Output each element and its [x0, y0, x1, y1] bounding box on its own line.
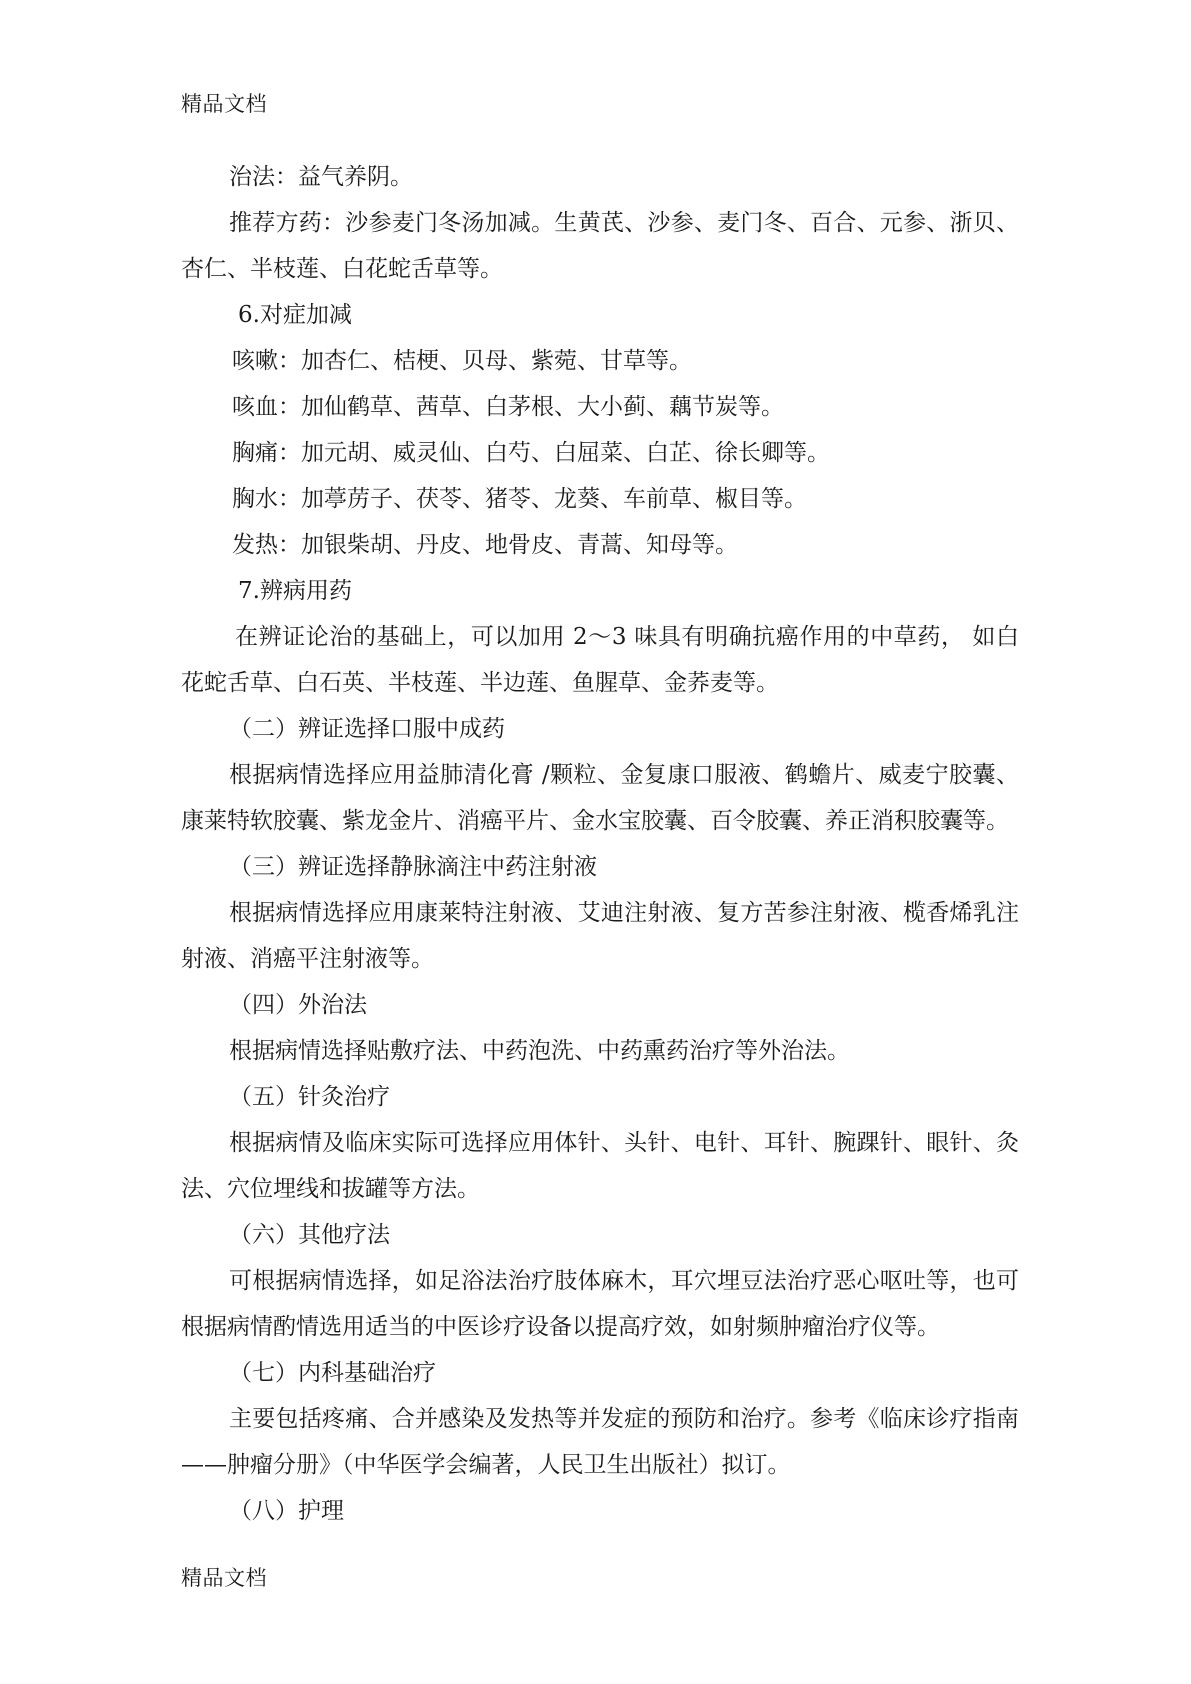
paragraph: （四）外治法: [229, 992, 367, 1018]
paragraph: 咳血：加仙鹤草、茜草、白茅根、大小蓟、藕节炭等。: [232, 394, 784, 420]
paragraph: （八）护理: [229, 1498, 344, 1524]
paragraph: 根据病情选择贴敷疗法、中药泡洗、中药熏药治疗等外治法。: [229, 1038, 850, 1064]
paragraph: 发热：加银柴胡、丹皮、地骨皮、青蒿、知母等。: [232, 532, 738, 558]
paragraph: 6.对症加减: [238, 302, 352, 328]
page-header: 精品文档: [181, 92, 267, 116]
paragraph: （五）针灸治疗: [229, 1084, 390, 1110]
paragraph: 根据病情选择应用康莱特注射液、艾迪注射液、复方苦参注射液、榄香烯乳注射液、消癌平注射液等。: [181, 900, 1019, 972]
paragraph: （六）其他疗法: [229, 1222, 390, 1248]
paragraph: 治法：益气养阴。: [229, 164, 413, 190]
paragraph: 在辨证论治的基础上，可以加用 2～3 味具有明确抗癌作用的中草药， 如白花蛇舌草、白石英、半枝莲、半边莲、鱼腥草、金荞麦等。: [181, 624, 1019, 696]
paragraph: 根据病情及临床实际可选择应用体针、头针、电针、耳针、腕踝针、眼针、灸法、穴位埋线和拔罐等方法。: [181, 1130, 1019, 1202]
paragraph: 7.辨病用药: [238, 578, 352, 604]
paragraph: （七）内科基础治疗: [229, 1360, 436, 1386]
paragraph: 可根据病情选择，如足浴法治疗肢体麻木，耳穴埋豆法治疗恶心呕吐等，也可根据病情酌情选用适当的中医诊疗设备以提高疗效，如射频肿瘤治疗仪等。: [181, 1268, 1019, 1340]
paragraph: （二）辨证选择口服中成药: [229, 716, 505, 742]
paragraph: （三）辨证选择静脉滴注中药注射液: [229, 854, 597, 880]
paragraph: 主要包括疼痛、合并感染及发热等并发症的预防和治疗。参考《临床诊疗指南——肿瘤分册》（中华医学会编著，人民卫生出版社）拟订。: [181, 1406, 1019, 1478]
page-footer: 精品文档: [181, 1566, 267, 1590]
document-body: [181, 154, 1019, 1534]
paragraph: 胸痛：加元胡、威灵仙、白芍、白屈菜、白芷、徐长卿等。: [232, 440, 830, 466]
paragraph: 胸水：加葶苈子、茯苓、猪苓、龙葵、车前草、椒目等。: [232, 486, 807, 512]
paragraph: 推荐方药：沙参麦门冬汤加减。生黄芪、沙参、麦门冬、百合、元参、浙贝、杏仁、半枝莲、白花蛇舌草等。: [181, 210, 1019, 282]
paragraph: 根据病情选择应用益肺清化膏 /颗粒、金复康口服液、鹤蟾片、威麦宁胶囊、康莱特软胶囊、紫龙金片、消癌平片、金水宝胶囊、百令胶囊、养正消积胶囊等。: [181, 762, 1019, 834]
paragraph: 咳嗽：加杏仁、桔梗、贝母、紫菀、甘草等。: [232, 348, 692, 374]
